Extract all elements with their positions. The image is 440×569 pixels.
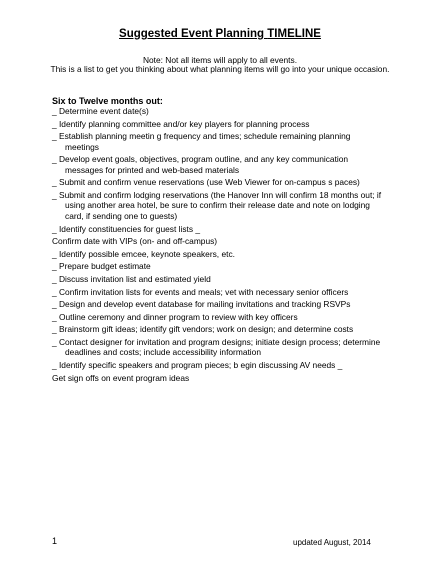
checklist-item-text: _ Identify possible emcee, keynote speakers, etc. — [52, 248, 235, 259]
page-number: 1 — [52, 536, 58, 546]
checklist-item-text: _ Prepare budget estimate — [52, 261, 151, 272]
checklist-item-text: _ Determine event date(s) — [52, 106, 149, 116]
checklist-item-text: _ Submit and confirm lodging reservations (the Hanover Inn will confirm 18 months out; if — [52, 189, 382, 200]
checklist-item-text: _ Contact designer for invitation and program designs; initiate design process; determine — [52, 336, 381, 347]
title-bold: TIMELINE — [267, 28, 321, 40]
checklist-item — [52, 106, 392, 117]
checklist-item-text: Get sign offs on event program ideas — [52, 372, 190, 383]
checklist-item — [52, 261, 392, 272]
checklist-item — [52, 299, 392, 310]
checklist-item-text: _ Outline ceremony and dinner program to review with key officers — [52, 311, 298, 322]
checklist-item — [52, 287, 392, 298]
checklist-item-text: _ Establish planning meetin g frequency and times; schedule remaining planning — [52, 131, 351, 142]
checklist-item — [52, 154, 392, 175]
checklist-item — [52, 224, 392, 235]
checklist-item-continuation: using another area hotel, be sure to confirm their release date and note on lodging — [65, 200, 370, 211]
checklist-item-continuation: messages for printed and web-based materials — [65, 164, 240, 175]
note-line-2: This is a list to get you thinking about what planning items will go into your unique occasion. — [50, 64, 390, 74]
checklist-item-text: _ Identify planning committee and/or key players for planning process — [52, 118, 310, 129]
checklist-item-continuation: deadlines and costs; include accessibility information — [65, 347, 261, 358]
checklist-item — [52, 249, 392, 260]
checklist-item — [52, 236, 392, 247]
checklist-item-text: _ Submit and confirm venue reservations (use Web Viewer for on-campus s paces) — [52, 177, 360, 188]
checklist-item-text: _ Confirm invitation lists for events and meals; vet with necessary senior officers — [52, 286, 349, 297]
checklist-item-text: _ Discuss invitation list and estimated yield — [52, 273, 211, 284]
checklist — [52, 106, 392, 385]
checklist-item — [52, 373, 392, 384]
checklist-item — [52, 360, 392, 371]
checklist-item — [52, 131, 392, 152]
checklist-item — [52, 119, 392, 130]
section-heading: Six to Twelve months out: — [52, 96, 163, 106]
checklist-item — [52, 190, 392, 222]
checklist-item-continuation: card, if sending one to guests) — [65, 210, 178, 221]
checklist-item-text: _ Brainstorm gift ideas; identify gift vendors; work on design; and determine costs — [52, 324, 354, 335]
checklist-item-text: _ Develop event goals, objectives, program outline, and any key communication — [52, 154, 349, 165]
updated-date: updated August, 2014 — [293, 538, 371, 547]
checklist-item — [52, 337, 392, 358]
checklist-item — [52, 324, 392, 335]
checklist-item-text: _ Identify constituencies for guest lists _ — [52, 223, 201, 234]
checklist-item-continuation: meetings — [65, 141, 99, 152]
checklist-item-text: Confirm date with VIPs (on- and off-campus) — [52, 236, 218, 247]
checklist-item-text: _ Identify specific speakers and program pieces; b egin discussing AV needs _ — [52, 360, 343, 370]
checklist-item — [52, 312, 392, 323]
checklist-item-text: _ Design and develop event database for mailing invitations and tracking RSVPs — [52, 299, 351, 310]
page-title — [0, 28, 440, 40]
checklist-item — [52, 177, 392, 188]
title-main: Suggested Event Planning — [119, 28, 268, 40]
checklist-item — [52, 274, 392, 285]
note-line-1: Note: Not all items will apply to all events. — [142, 55, 298, 65]
